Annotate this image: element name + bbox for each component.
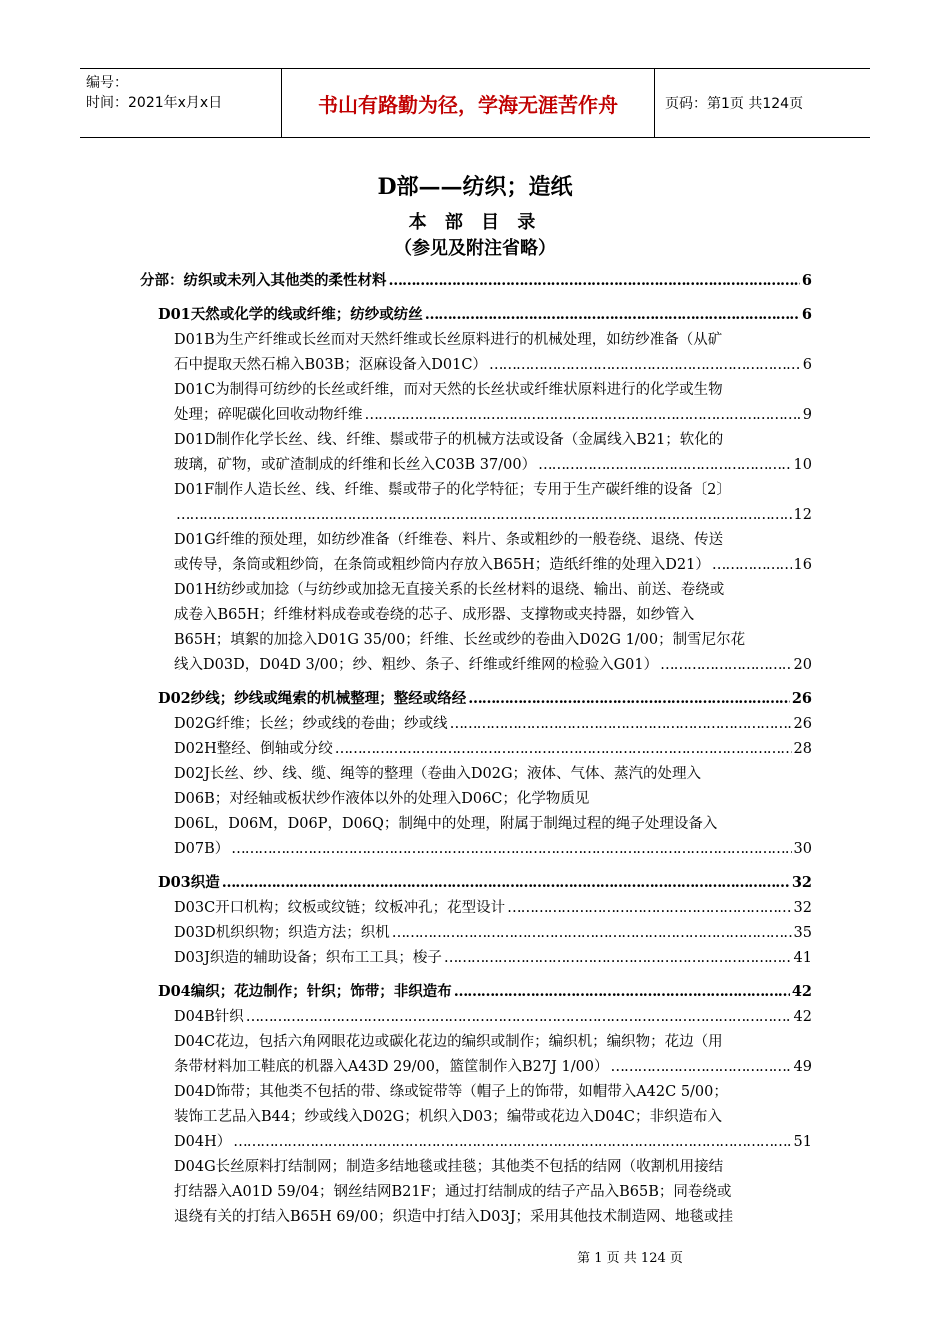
toc-entry[interactable]: [140, 428, 812, 478]
toc-entry[interactable]: [140, 896, 812, 921]
toc-entry-page: 35: [793, 925, 812, 941]
toc-part[interactable]: [140, 268, 812, 294]
toc-entry-text: 条带材料加工鞋底的机器入A43D 29/00，篮筐制作入B27J 1/00）: [174, 1059, 609, 1075]
toc-section-heading[interactable]: [140, 302, 812, 328]
toc-entry-line: D04D饰带；其他类不包括的带、绦或锭带等（帽子上的饰带，如帽带入A42C 5/00；: [174, 1084, 728, 1100]
leader-dots: [454, 979, 790, 1005]
toc-entry-text: 玻璃，矿物，或矿渣制成的纤维和长丝入C03B 37/00）: [174, 457, 537, 473]
toc-part-text: 分部：纺织或未列入其他类的柔性材料: [140, 272, 387, 289]
toc-entry-text: D03J织造的辅助设备；织布工工具；梭子: [174, 950, 442, 966]
leader-dots: [231, 837, 791, 862]
toc-section-page: 6: [801, 306, 812, 323]
leader-dots: [335, 737, 792, 762]
leader-dots: [468, 686, 790, 712]
leader-dots: [222, 870, 790, 896]
toc-entry-line: D06B；对经轴或板状纱作液体以外的处理入D06C；化学物质见: [174, 791, 590, 807]
leader-dots: [660, 653, 791, 678]
toc-entry-text: D02H整经、倒轴或分绞: [174, 741, 333, 757]
header-meta: [80, 69, 282, 137]
leader-dots: [489, 353, 801, 378]
toc-entry-line: D01B为生产纤维或长丝而对天然纤维或长丝原料进行的机械处理，如纺纱准备（从矿: [174, 332, 723, 348]
toc-entry[interactable]: [140, 737, 812, 762]
toc-entry-page: 41: [793, 950, 812, 966]
leader-dots: [176, 503, 792, 528]
leader-dots: [538, 453, 791, 478]
header-motto: 书山有路勤为径，学海无涯苦作舟: [282, 69, 655, 137]
toc-entry-page: 51: [793, 1134, 812, 1150]
toc-section-page: 42: [791, 983, 812, 1000]
toc-entry-text: D04B针织: [174, 1009, 244, 1025]
leader-dots: [233, 1130, 791, 1155]
toc-section-heading[interactable]: [140, 979, 812, 1005]
toc-entry-line: 装饰工艺品入B44；纱或线入D02G；机织入D03；编带或花边入D04C；非织造布入: [174, 1109, 723, 1125]
toc-entry-page: 20: [793, 657, 812, 673]
toc-section-page: 26: [791, 690, 812, 707]
toc-entry[interactable]: [140, 478, 812, 528]
leader-dots: [365, 403, 801, 428]
toc-entry-text: 石中提取天然石棉入B03B；沤麻设备入D01C）: [174, 357, 487, 373]
toc-entry[interactable]: [140, 712, 812, 737]
toc-entry-line: D01H纺纱或加捻（与纺纱或加捻无直接关系的长丝材料的退绕、输出、前送、卷绕或: [174, 582, 725, 598]
leader-dots: [444, 946, 792, 971]
toc-entry-line: 退绕有关的打结入B65H 69/00；织造中打结入D03J；采用其他技术制造网、地毯或挂: [174, 1209, 734, 1225]
toc-entry[interactable]: [140, 762, 812, 862]
toc-entry[interactable]: [140, 946, 812, 971]
toc-entry-line: D01F制作人造长丝、线、纤维、鬃或带子的化学特征；专用于生产碳纤维的设备〔2〕: [174, 482, 731, 498]
toc-entry-line: 打结器入A01D 59/04；钢丝结网B21F；通过打结制成的结子产品入B65B；同卷绕或: [174, 1184, 732, 1200]
toc-entry-page: 49: [793, 1059, 812, 1075]
toc-section-text: D03织造: [158, 874, 220, 891]
toc-entry-text: 处理；碎呢碳化回收动物纤维: [174, 407, 363, 423]
toc-entry-page: 9: [802, 407, 812, 423]
toc-entry-page: 30: [793, 841, 812, 857]
toc-section-page: 32: [791, 874, 812, 891]
toc-entry-page: 10: [793, 457, 812, 473]
toc-entry-line: 成卷入B65H；纤维材料成卷或卷绕的芯子、成形器、支撑物或夹持器，如纱管入: [174, 607, 695, 623]
toc-entry-page: 26: [793, 716, 812, 732]
toc-entry[interactable]: [140, 921, 812, 946]
leader-dots: [450, 712, 792, 737]
toc-entry-page: 16: [793, 557, 812, 573]
toc-entry-line: D06L，D06M，D06P，D06Q；制绳中的处理，附属于制绳过程的绳子处理设备入: [174, 816, 718, 832]
table-of-contents: [140, 268, 812, 1230]
toc-entry-page: 28: [793, 741, 812, 757]
toc-entry-line: D02J长丝、纱、线、缆、绳等的整理（卷曲入D02G；液体、气体、蒸汽的处理入: [174, 766, 702, 782]
toc-entry-text: D03D机织织物；织造方法；织机: [174, 925, 390, 941]
toc-entry-text: 或传导，条筒或粗纱筒，在条筒或粗纱筒内存放入B65H；造纸纤维的处理入D21）: [174, 557, 710, 573]
header-page-info: 页码：第1页 共124页: [665, 96, 804, 112]
leader-dots: [611, 1055, 792, 1080]
toc-entry[interactable]: [140, 1005, 812, 1030]
toc-entry-line: D04C花边，包括六角网眼花边或碳化花边的编织或制作；编织机；编织物；花边（用: [174, 1034, 723, 1050]
toc-section-text: D02纱线；纱线或绳索的机械整理；整经或络经: [158, 690, 467, 707]
leader-dots: [389, 268, 800, 294]
toc-entry-line: D04G长丝原料打结制网；制造多结地毯或挂毯；其他类不包括的结网（收割机用接结: [174, 1159, 724, 1175]
toc-entry-text: D07B）: [174, 841, 230, 857]
toc-entry-page: 12: [793, 507, 812, 523]
doc-date: 时间：2021年x月x日: [86, 95, 223, 111]
leader-dots: [392, 921, 792, 946]
toc-entry-text: D02G纤维；长丝；纱或线的卷曲；纱或线: [174, 716, 448, 732]
toc-entry-line: D01C为制得可纺纱的长丝或纤维，而对天然的长丝状或纤维状原料进行的化学或生物: [174, 382, 723, 398]
toc-section-text: D01天然或化学的线或纤维；纺纱或纺丝: [158, 306, 423, 323]
leader-dots: [246, 1005, 792, 1030]
toc-entry-text: D03C开口机构；纹板或纹链；纹板冲孔；花型设计: [174, 900, 506, 916]
toc-section-text: D04编织；花边制作；针织；饰带；非织造布: [158, 983, 452, 1000]
toc-entry-page: 6: [802, 357, 812, 373]
toc-entry-text: D04H）: [174, 1134, 232, 1150]
leader-dots: [712, 553, 792, 578]
toc-section-heading[interactable]: [140, 870, 812, 896]
toc-entry-line: D01D制作化学长丝、线、纤维、鬃或带子的机械方法或设备（金属线入B21；软化的: [174, 432, 724, 448]
toc-entry[interactable]: [140, 1155, 812, 1230]
toc-entry-page: 32: [793, 900, 812, 916]
toc-entry-line: B65H；填絮的加捻入D01G 35/00；纤维、长丝或纱的卷曲入D02G 1/00；制雪尼尔花: [174, 632, 746, 648]
toc-entry[interactable]: [140, 1080, 812, 1155]
toc-entry-line: D01G纤维的预处理，如纺纱准备（纤维卷、料片、条或粗纱的一般卷绕、退绕、传送: [174, 532, 724, 548]
toc-entry-page: 42: [793, 1009, 812, 1025]
toc-note: （参见及附注省略）: [394, 238, 556, 259]
leader-dots: [507, 896, 791, 921]
toc-entry[interactable]: [140, 578, 812, 678]
page-title: D部——纺织；造纸: [377, 174, 573, 200]
doc-number: 编号：: [86, 75, 128, 91]
toc-entry[interactable]: [140, 1030, 812, 1080]
toc-entry[interactable]: [140, 328, 812, 378]
leader-dots: [425, 302, 800, 328]
toc-part-page: 6: [801, 272, 812, 289]
toc-section-heading[interactable]: [140, 686, 812, 712]
toc-title: 本 部 目 录: [408, 212, 542, 233]
page-footer: 第 1 页 共 124 页: [577, 1251, 683, 1266]
toc-entry-text: 线入D03D，D04D 3/00；纱、粗纱、条子、纤维或纤维网的检验入G01）: [174, 657, 659, 673]
page-header: [80, 68, 870, 138]
toc-entry[interactable]: [140, 378, 812, 428]
toc-entry[interactable]: [140, 528, 812, 578]
